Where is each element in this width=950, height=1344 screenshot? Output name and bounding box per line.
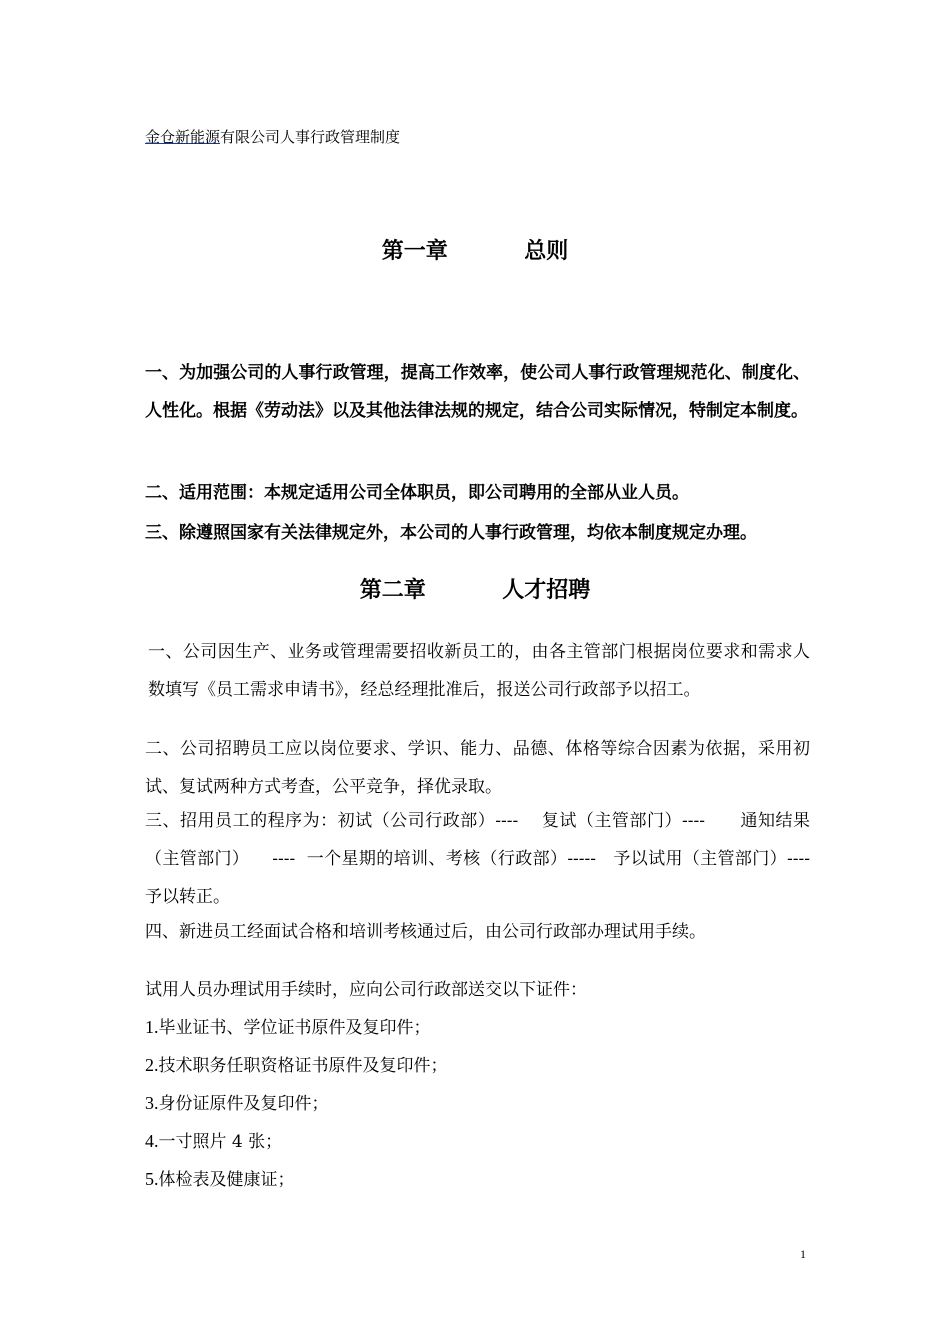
list-item-number: 1. [145,1017,159,1037]
list-item-text: 毕业证书、学位证书原件及复印件； [158,1018,431,1038]
chapter-2-paragraph-3: 三、招用员工的程序为：初试（公司行政部）---- 复试（主管部门）---- 通知结果（主管部门） ---- 一个星期的培训、考核（行政部）----- 予以试用（主管部门）---- 予以转正。 [145,811,827,907]
list-item-text: 技术职务任职资格证书原件及复印件； [158,1056,448,1076]
list-item-number: 3. [145,1093,159,1113]
chapter-1-heading: 第一章 总则 [381,239,569,264]
company-name-link[interactable]: 金仓新能源 [145,128,221,146]
list-item-number: 4. [145,1131,159,1151]
required-documents-list [145,1009,448,1199]
list-item [145,1047,448,1085]
list-item [145,1009,448,1047]
list-item-number: 2. [145,1055,159,1075]
chapter-2-paragraph-2: 二、公司招聘员工应以岗位要求、学识、能力、品德、体格等综合因素为依据，采用初试、复试两种方式考查，公平竞争，择优录取。 [145,739,810,797]
chapter-1-paragraph-3: 三、除遵照国家有关法律规定外，本公司的人事行政管理，均依本制度规定办理。 [145,523,757,543]
list-item [145,1085,448,1123]
chapter-2-paragraph-1: 一、公司因生产、业务或管理需要招收新员工的，由各主管部门根据岗位要求和需求人数填写《员工需求申请书》，经总经理批准后，报送公司行政部予以招工。 [148,642,810,700]
chapter-2-heading: 第二章 人才招聘 [359,578,591,603]
chapter-2-paragraph-4: 四、新进员工经面试合格和培训考核通过后，由公司行政部办理试用手续。 [145,922,706,942]
list-item-text: 体检表及健康证； [158,1170,295,1190]
list-item-text: 身份证原件及复印件； [158,1094,329,1114]
chapter-1-paragraph-1: 一、为加强公司的人事行政管理，提高工作效率，使公司人事行政管理规范化、制度化、人性化。根据《劳动法》以及其他法律法规的规定，结合公司实际情况，特制定本制度。 [145,363,810,421]
list-item-text: 一寸照片 4 张； [158,1132,283,1152]
document-title [145,127,400,147]
chapter-1-paragraph-2: 二、适用范围：本规定适用公司全体职员，即公司聘用的全部从业人员。 [145,483,689,503]
chapter-2-paragraph-5: 试用人员办理试用手续时，应向公司行政部送交以下证件： [145,980,587,1000]
page-number: 1 [800,1247,806,1261]
list-item [145,1123,448,1161]
list-item [145,1161,448,1199]
list-item-number: 5. [145,1169,159,1189]
document-title-rest: 有限公司人事行政管理制度 [220,128,401,146]
